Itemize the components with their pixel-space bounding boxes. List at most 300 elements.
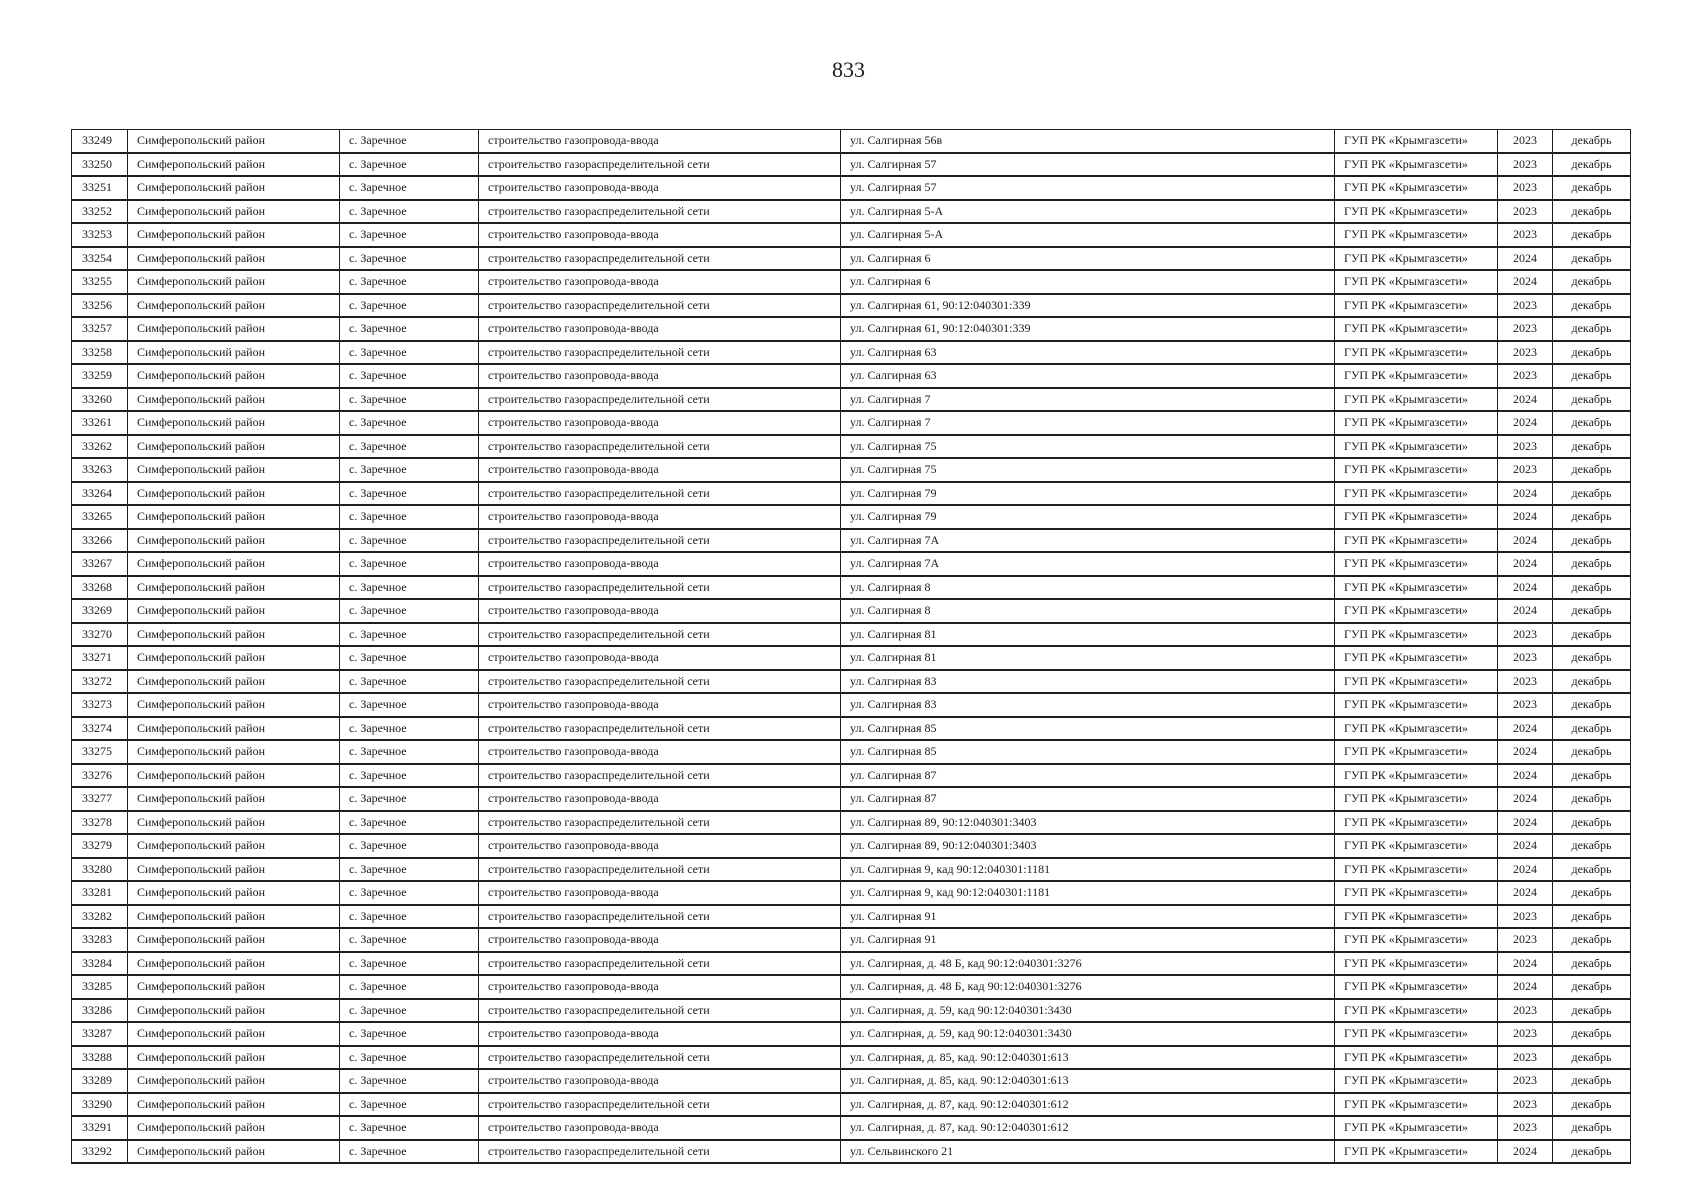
cell-year: 2024 — [1498, 952, 1553, 976]
cell-settlement: с. Заречное — [340, 341, 479, 365]
table-row — [72, 787, 1631, 811]
cell-work-type: строительство газораспределительной сети — [479, 1093, 841, 1117]
cell-month: декабрь — [1553, 717, 1631, 741]
cell-district: Симферопольский район — [128, 952, 340, 976]
cell-row-number: 33250 — [72, 153, 128, 177]
cell-district: Симферопольский район — [128, 529, 340, 553]
registry-table — [71, 129, 1631, 1164]
cell-work-type: строительство газопровода-ввода — [479, 787, 841, 811]
cell-work-type: строительство газопровода-ввода — [479, 1116, 841, 1140]
table-row — [72, 411, 1631, 435]
cell-year: 2024 — [1498, 576, 1553, 600]
cell-month: декабрь — [1553, 153, 1631, 177]
cell-address: ул. Салгирная 75 — [841, 435, 1335, 459]
cell-organization: ГУП РК «Крымгазсети» — [1335, 905, 1498, 929]
cell-district: Симферопольский район — [128, 411, 340, 435]
table-row — [72, 952, 1631, 976]
cell-year: 2023 — [1498, 1093, 1553, 1117]
cell-address: ул. Салгирная 7 — [841, 388, 1335, 412]
table-row — [72, 881, 1631, 905]
cell-work-type: строительство газопровода-ввода — [479, 317, 841, 341]
cell-district: Симферопольский район — [128, 928, 340, 952]
cell-organization: ГУП РК «Крымгазсети» — [1335, 529, 1498, 553]
cell-row-number: 33265 — [72, 505, 128, 529]
cell-month: декабрь — [1553, 364, 1631, 388]
cell-work-type: строительство газораспределительной сети — [479, 999, 841, 1023]
table-row — [72, 576, 1631, 600]
cell-settlement: с. Заречное — [340, 270, 479, 294]
cell-settlement: с. Заречное — [340, 1069, 479, 1093]
cell-address: ул. Салгирная 9, кад 90:12:040301:1181 — [841, 881, 1335, 905]
cell-work-type: строительство газораспределительной сети — [479, 341, 841, 365]
cell-district: Симферопольский район — [128, 787, 340, 811]
cell-settlement: с. Заречное — [340, 1093, 479, 1117]
cell-month: декабрь — [1553, 1140, 1631, 1164]
cell-address: ул. Салгирная 8 — [841, 599, 1335, 623]
cell-row-number: 33256 — [72, 294, 128, 318]
cell-work-type: строительство газопровода-ввода — [479, 1022, 841, 1046]
cell-district: Симферопольский район — [128, 341, 340, 365]
cell-district: Симферопольский район — [128, 599, 340, 623]
table-row — [72, 646, 1631, 670]
cell-settlement: с. Заречное — [340, 670, 479, 694]
cell-address: ул. Салгирная 5-А — [841, 223, 1335, 247]
cell-settlement: с. Заречное — [340, 905, 479, 929]
cell-row-number: 33251 — [72, 176, 128, 200]
cell-work-type: строительство газораспределительной сети — [479, 435, 841, 459]
table-row — [72, 599, 1631, 623]
cell-district: Симферопольский район — [128, 294, 340, 318]
cell-district: Симферопольский район — [128, 388, 340, 412]
cell-district: Симферопольский район — [128, 317, 340, 341]
cell-row-number: 33285 — [72, 975, 128, 999]
cell-settlement: с. Заречное — [340, 364, 479, 388]
cell-organization: ГУП РК «Крымгазсети» — [1335, 717, 1498, 741]
cell-year: 2023 — [1498, 928, 1553, 952]
cell-work-type: строительство газопровода-ввода — [479, 740, 841, 764]
cell-year: 2023 — [1498, 905, 1553, 929]
table-row — [72, 1022, 1631, 1046]
cell-address: ул. Салгирная 89, 90:12:040301:3403 — [841, 834, 1335, 858]
cell-row-number: 33254 — [72, 247, 128, 271]
cell-district: Симферопольский район — [128, 247, 340, 271]
cell-row-number: 33258 — [72, 341, 128, 365]
cell-address: ул. Салгирная 63 — [841, 364, 1335, 388]
cell-address: ул. Салгирная 85 — [841, 717, 1335, 741]
cell-work-type: строительство газораспределительной сети — [479, 1046, 841, 1070]
cell-month: декабрь — [1553, 834, 1631, 858]
cell-district: Симферопольский район — [128, 834, 340, 858]
cell-organization: ГУП РК «Крымгазсети» — [1335, 1140, 1498, 1164]
cell-row-number: 33260 — [72, 388, 128, 412]
cell-year: 2023 — [1498, 223, 1553, 247]
cell-settlement: с. Заречное — [340, 975, 479, 999]
cell-settlement: с. Заречное — [340, 999, 479, 1023]
table-row — [72, 270, 1631, 294]
cell-month: декабрь — [1553, 881, 1631, 905]
cell-month: декабрь — [1553, 270, 1631, 294]
cell-settlement: с. Заречное — [340, 928, 479, 952]
table-row — [72, 764, 1631, 788]
cell-month: декабрь — [1553, 599, 1631, 623]
cell-year: 2024 — [1498, 599, 1553, 623]
table-row — [72, 975, 1631, 999]
cell-row-number: 33284 — [72, 952, 128, 976]
cell-organization: ГУП РК «Крымгазсети» — [1335, 1116, 1498, 1140]
cell-year: 2023 — [1498, 200, 1553, 224]
cell-work-type: строительство газопровода-ввода — [479, 693, 841, 717]
cell-address: ул. Салгирная, д. 85, кад. 90:12:040301:613 — [841, 1046, 1335, 1070]
cell-address: ул. Салгирная 87 — [841, 764, 1335, 788]
cell-organization: ГУП РК «Крымгазсети» — [1335, 294, 1498, 318]
cell-month: декабрь — [1553, 176, 1631, 200]
cell-row-number: 33267 — [72, 552, 128, 576]
cell-organization: ГУП РК «Крымгазсети» — [1335, 858, 1498, 882]
cell-work-type: строительство газопровода-ввода — [479, 270, 841, 294]
cell-work-type: строительство газораспределительной сети — [479, 576, 841, 600]
cell-organization: ГУП РК «Крымгазсети» — [1335, 999, 1498, 1023]
cell-settlement: с. Заречное — [340, 576, 479, 600]
cell-year: 2023 — [1498, 1046, 1553, 1070]
cell-year: 2023 — [1498, 646, 1553, 670]
table-row — [72, 717, 1631, 741]
cell-organization: ГУП РК «Крымгазсети» — [1335, 787, 1498, 811]
table-row — [72, 223, 1631, 247]
cell-month: декабрь — [1553, 975, 1631, 999]
cell-district: Симферопольский район — [128, 693, 340, 717]
cell-work-type: строительство газораспределительной сети — [479, 811, 841, 835]
cell-district: Симферопольский район — [128, 1022, 340, 1046]
cell-year: 2024 — [1498, 482, 1553, 506]
cell-settlement: с. Заречное — [340, 646, 479, 670]
cell-organization: ГУП РК «Крымгазсети» — [1335, 317, 1498, 341]
cell-year: 2023 — [1498, 693, 1553, 717]
cell-year: 2023 — [1498, 1022, 1553, 1046]
cell-address: ул. Салгирная, д. 87, кад. 90:12:040301:612 — [841, 1116, 1335, 1140]
cell-month: декабрь — [1553, 623, 1631, 647]
cell-year: 2024 — [1498, 1140, 1553, 1164]
cell-row-number: 33277 — [72, 787, 128, 811]
cell-district: Симферопольский район — [128, 153, 340, 177]
cell-district: Симферопольский район — [128, 646, 340, 670]
cell-work-type: строительство газораспределительной сети — [479, 952, 841, 976]
cell-row-number: 33274 — [72, 717, 128, 741]
cell-year: 2024 — [1498, 388, 1553, 412]
cell-month: декабрь — [1553, 952, 1631, 976]
cell-month: декабрь — [1553, 693, 1631, 717]
table-row — [72, 341, 1631, 365]
cell-settlement: с. Заречное — [340, 787, 479, 811]
cell-organization: ГУП РК «Крымгазсети» — [1335, 505, 1498, 529]
cell-settlement: с. Заречное — [340, 599, 479, 623]
table-row — [72, 623, 1631, 647]
cell-work-type: строительство газопровода-ввода — [479, 364, 841, 388]
cell-organization: ГУП РК «Крымгазсети» — [1335, 764, 1498, 788]
cell-organization: ГУП РК «Крымгазсети» — [1335, 411, 1498, 435]
cell-organization: ГУП РК «Крымгазсети» — [1335, 740, 1498, 764]
cell-row-number: 33281 — [72, 881, 128, 905]
cell-organization: ГУП РК «Крымгазсети» — [1335, 200, 1498, 224]
cell-settlement: с. Заречное — [340, 130, 479, 153]
cell-work-type: строительство газораспределительной сети — [479, 1140, 841, 1164]
cell-work-type: строительство газопровода-ввода — [479, 505, 841, 529]
table-row — [72, 247, 1631, 271]
cell-work-type: строительство газопровода-ввода — [479, 928, 841, 952]
cell-row-number: 33276 — [72, 764, 128, 788]
table-row — [72, 1093, 1631, 1117]
cell-organization: ГУП РК «Крымгазсети» — [1335, 576, 1498, 600]
cell-month: декабрь — [1553, 1116, 1631, 1140]
cell-year: 2023 — [1498, 623, 1553, 647]
cell-row-number: 33270 — [72, 623, 128, 647]
cell-district: Симферопольский район — [128, 458, 340, 482]
cell-month: декабрь — [1553, 130, 1631, 153]
cell-district: Симферопольский район — [128, 881, 340, 905]
cell-settlement: с. Заречное — [340, 811, 479, 835]
cell-organization: ГУП РК «Крымгазсети» — [1335, 670, 1498, 694]
cell-settlement: с. Заречное — [340, 1140, 479, 1164]
cell-settlement: с. Заречное — [340, 388, 479, 412]
cell-organization: ГУП РК «Крымгазсети» — [1335, 270, 1498, 294]
cell-district: Симферопольский район — [128, 717, 340, 741]
cell-year: 2023 — [1498, 1069, 1553, 1093]
cell-row-number: 33280 — [72, 858, 128, 882]
cell-month: декабрь — [1553, 411, 1631, 435]
cell-settlement: с. Заречное — [340, 317, 479, 341]
cell-month: декабрь — [1553, 341, 1631, 365]
cell-district: Симферопольский район — [128, 1140, 340, 1164]
table-row — [72, 928, 1631, 952]
cell-organization: ГУП РК «Крымгазсети» — [1335, 881, 1498, 905]
cell-row-number: 33275 — [72, 740, 128, 764]
cell-address: ул. Салгирная 61, 90:12:040301:339 — [841, 317, 1335, 341]
cell-settlement: с. Заречное — [340, 858, 479, 882]
cell-address: ул. Салгирная 85 — [841, 740, 1335, 764]
page-number: 833 — [832, 57, 865, 82]
cell-organization: ГУП РК «Крымгазсети» — [1335, 223, 1498, 247]
cell-district: Симферопольский район — [128, 999, 340, 1023]
cell-year: 2023 — [1498, 153, 1553, 177]
cell-settlement: с. Заречное — [340, 1046, 479, 1070]
cell-district: Симферопольский район — [128, 740, 340, 764]
cell-address: ул. Салгирная 83 — [841, 670, 1335, 694]
cell-year: 2023 — [1498, 435, 1553, 459]
cell-row-number: 33273 — [72, 693, 128, 717]
cell-address: ул. Салгирная 83 — [841, 693, 1335, 717]
cell-district: Симферопольский район — [128, 1116, 340, 1140]
cell-row-number: 33269 — [72, 599, 128, 623]
cell-settlement: с. Заречное — [340, 223, 479, 247]
cell-district: Симферопольский район — [128, 552, 340, 576]
table-row — [72, 1046, 1631, 1070]
cell-district: Симферопольский район — [128, 1046, 340, 1070]
table-row — [72, 834, 1631, 858]
cell-row-number: 33268 — [72, 576, 128, 600]
cell-row-number: 33271 — [72, 646, 128, 670]
cell-row-number: 33259 — [72, 364, 128, 388]
cell-work-type: строительство газопровода-ввода — [479, 552, 841, 576]
cell-row-number: 33261 — [72, 411, 128, 435]
cell-work-type: строительство газораспределительной сети — [479, 482, 841, 506]
cell-work-type: строительство газораспределительной сети — [479, 905, 841, 929]
cell-row-number: 33291 — [72, 1116, 128, 1140]
cell-month: декабрь — [1553, 388, 1631, 412]
cell-address: ул. Салгирная, д. 59, кад 90:12:040301:3430 — [841, 1022, 1335, 1046]
table-row — [72, 552, 1631, 576]
cell-settlement: с. Заречное — [340, 153, 479, 177]
table-row — [72, 364, 1631, 388]
cell-month: декабрь — [1553, 552, 1631, 576]
cell-work-type: строительство газораспределительной сети — [479, 623, 841, 647]
cell-settlement: с. Заречное — [340, 247, 479, 271]
cell-settlement: с. Заречное — [340, 952, 479, 976]
cell-district: Симферопольский район — [128, 858, 340, 882]
cell-address: ул. Салгирная, д. 48 Б, кад 90:12:040301:3276 — [841, 975, 1335, 999]
cell-month: декабрь — [1553, 811, 1631, 835]
table-row — [72, 200, 1631, 224]
cell-settlement: с. Заречное — [340, 881, 479, 905]
cell-address: ул. Салгирная 7А — [841, 552, 1335, 576]
cell-year: 2024 — [1498, 411, 1553, 435]
cell-settlement: с. Заречное — [340, 764, 479, 788]
cell-month: декабрь — [1553, 317, 1631, 341]
cell-row-number: 33252 — [72, 200, 128, 224]
cell-year: 2024 — [1498, 834, 1553, 858]
cell-month: декабрь — [1553, 905, 1631, 929]
table-row — [72, 1069, 1631, 1093]
cell-month: декабрь — [1553, 435, 1631, 459]
cell-settlement: с. Заречное — [340, 529, 479, 553]
cell-work-type: строительство газопровода-ввода — [479, 176, 841, 200]
cell-work-type: строительство газопровода-ввода — [479, 411, 841, 435]
cell-settlement: с. Заречное — [340, 176, 479, 200]
cell-year: 2024 — [1498, 529, 1553, 553]
cell-month: декабрь — [1553, 1093, 1631, 1117]
table-row — [72, 740, 1631, 764]
cell-district: Симферопольский район — [128, 576, 340, 600]
cell-address: ул. Салгирная 8 — [841, 576, 1335, 600]
table-row — [72, 529, 1631, 553]
cell-address: ул. Салгирная 56в — [841, 130, 1335, 153]
cell-year: 2024 — [1498, 787, 1553, 811]
cell-month: декабрь — [1553, 787, 1631, 811]
cell-year: 2023 — [1498, 670, 1553, 694]
table-row — [72, 905, 1631, 929]
cell-district: Симферопольский район — [128, 176, 340, 200]
cell-organization: ГУП РК «Крымгазсети» — [1335, 364, 1498, 388]
cell-month: декабрь — [1553, 247, 1631, 271]
cell-work-type: строительство газораспределительной сети — [479, 529, 841, 553]
cell-organization: ГУП РК «Крымгазсети» — [1335, 599, 1498, 623]
cell-address: ул. Салгирная 9, кад 90:12:040301:1181 — [841, 858, 1335, 882]
cell-address: ул. Салгирная 91 — [841, 905, 1335, 929]
cell-row-number: 33279 — [72, 834, 128, 858]
cell-month: декабрь — [1553, 646, 1631, 670]
cell-address: ул. Салгирная 57 — [841, 176, 1335, 200]
cell-month: декабрь — [1553, 200, 1631, 224]
cell-month: декабрь — [1553, 1022, 1631, 1046]
table-row — [72, 388, 1631, 412]
cell-settlement: с. Заречное — [340, 435, 479, 459]
cell-organization: ГУП РК «Крымгазсети» — [1335, 646, 1498, 670]
cell-organization: ГУП РК «Крымгазсети» — [1335, 388, 1498, 412]
cell-work-type: строительство газопровода-ввода — [479, 599, 841, 623]
cell-address: ул. Салгирная 81 — [841, 623, 1335, 647]
table-row — [72, 458, 1631, 482]
cell-row-number: 33253 — [72, 223, 128, 247]
cell-year: 2024 — [1498, 740, 1553, 764]
cell-address: ул. Салгирная 91 — [841, 928, 1335, 952]
cell-work-type: строительство газораспределительной сети — [479, 858, 841, 882]
cell-work-type: строительство газораспределительной сети — [479, 670, 841, 694]
cell-work-type: строительство газопровода-ввода — [479, 834, 841, 858]
cell-row-number: 33290 — [72, 1093, 128, 1117]
cell-address: ул. Салгирная 89, 90:12:040301:3403 — [841, 811, 1335, 835]
cell-district: Симферопольский район — [128, 623, 340, 647]
cell-year: 2024 — [1498, 552, 1553, 576]
cell-month: декабрь — [1553, 458, 1631, 482]
cell-row-number: 33289 — [72, 1069, 128, 1093]
cell-address: ул. Салгирная 5-А — [841, 200, 1335, 224]
cell-settlement: с. Заречное — [340, 834, 479, 858]
cell-work-type: строительство газораспределительной сети — [479, 153, 841, 177]
cell-settlement: с. Заречное — [340, 1022, 479, 1046]
cell-month: декабрь — [1553, 223, 1631, 247]
cell-year: 2024 — [1498, 811, 1553, 835]
cell-row-number: 33283 — [72, 928, 128, 952]
table-row — [72, 153, 1631, 177]
cell-district: Симферопольский район — [128, 764, 340, 788]
cell-year: 2023 — [1498, 458, 1553, 482]
cell-work-type: строительство газораспределительной сети — [479, 247, 841, 271]
table-row — [72, 435, 1631, 459]
cell-address: ул. Салгирная 6 — [841, 247, 1335, 271]
cell-settlement: с. Заречное — [340, 717, 479, 741]
cell-organization: ГУП РК «Крымгазсети» — [1335, 153, 1498, 177]
table-row — [72, 1116, 1631, 1140]
table-row — [72, 670, 1631, 694]
cell-work-type: строительство газопровода-ввода — [479, 1069, 841, 1093]
cell-organization: ГУП РК «Крымгазсети» — [1335, 1022, 1498, 1046]
table-row — [72, 1140, 1631, 1164]
cell-month: декабрь — [1553, 858, 1631, 882]
cell-row-number: 33264 — [72, 482, 128, 506]
cell-row-number: 33282 — [72, 905, 128, 929]
cell-settlement: с. Заречное — [340, 294, 479, 318]
cell-organization: ГУП РК «Крымгазсети» — [1335, 176, 1498, 200]
cell-work-type: строительство газопровода-ввода — [479, 458, 841, 482]
cell-settlement: с. Заречное — [340, 505, 479, 529]
cell-organization: ГУП РК «Крымгазсети» — [1335, 458, 1498, 482]
cell-organization: ГУП РК «Крымгазсети» — [1335, 811, 1498, 835]
cell-month: декабрь — [1553, 928, 1631, 952]
cell-organization: ГУП РК «Крымгазсети» — [1335, 952, 1498, 976]
cell-year: 2023 — [1498, 1116, 1553, 1140]
table-row — [72, 999, 1631, 1023]
cell-address: ул. Салгирная 79 — [841, 482, 1335, 506]
cell-year: 2024 — [1498, 764, 1553, 788]
cell-address: ул. Салгирная 57 — [841, 153, 1335, 177]
cell-row-number: 33287 — [72, 1022, 128, 1046]
cell-year: 2023 — [1498, 999, 1553, 1023]
cell-district: Симферопольский район — [128, 435, 340, 459]
cell-row-number: 33255 — [72, 270, 128, 294]
cell-year: 2024 — [1498, 505, 1553, 529]
table-row — [72, 505, 1631, 529]
cell-row-number: 33249 — [72, 130, 128, 153]
cell-year: 2024 — [1498, 858, 1553, 882]
table-row — [72, 482, 1631, 506]
